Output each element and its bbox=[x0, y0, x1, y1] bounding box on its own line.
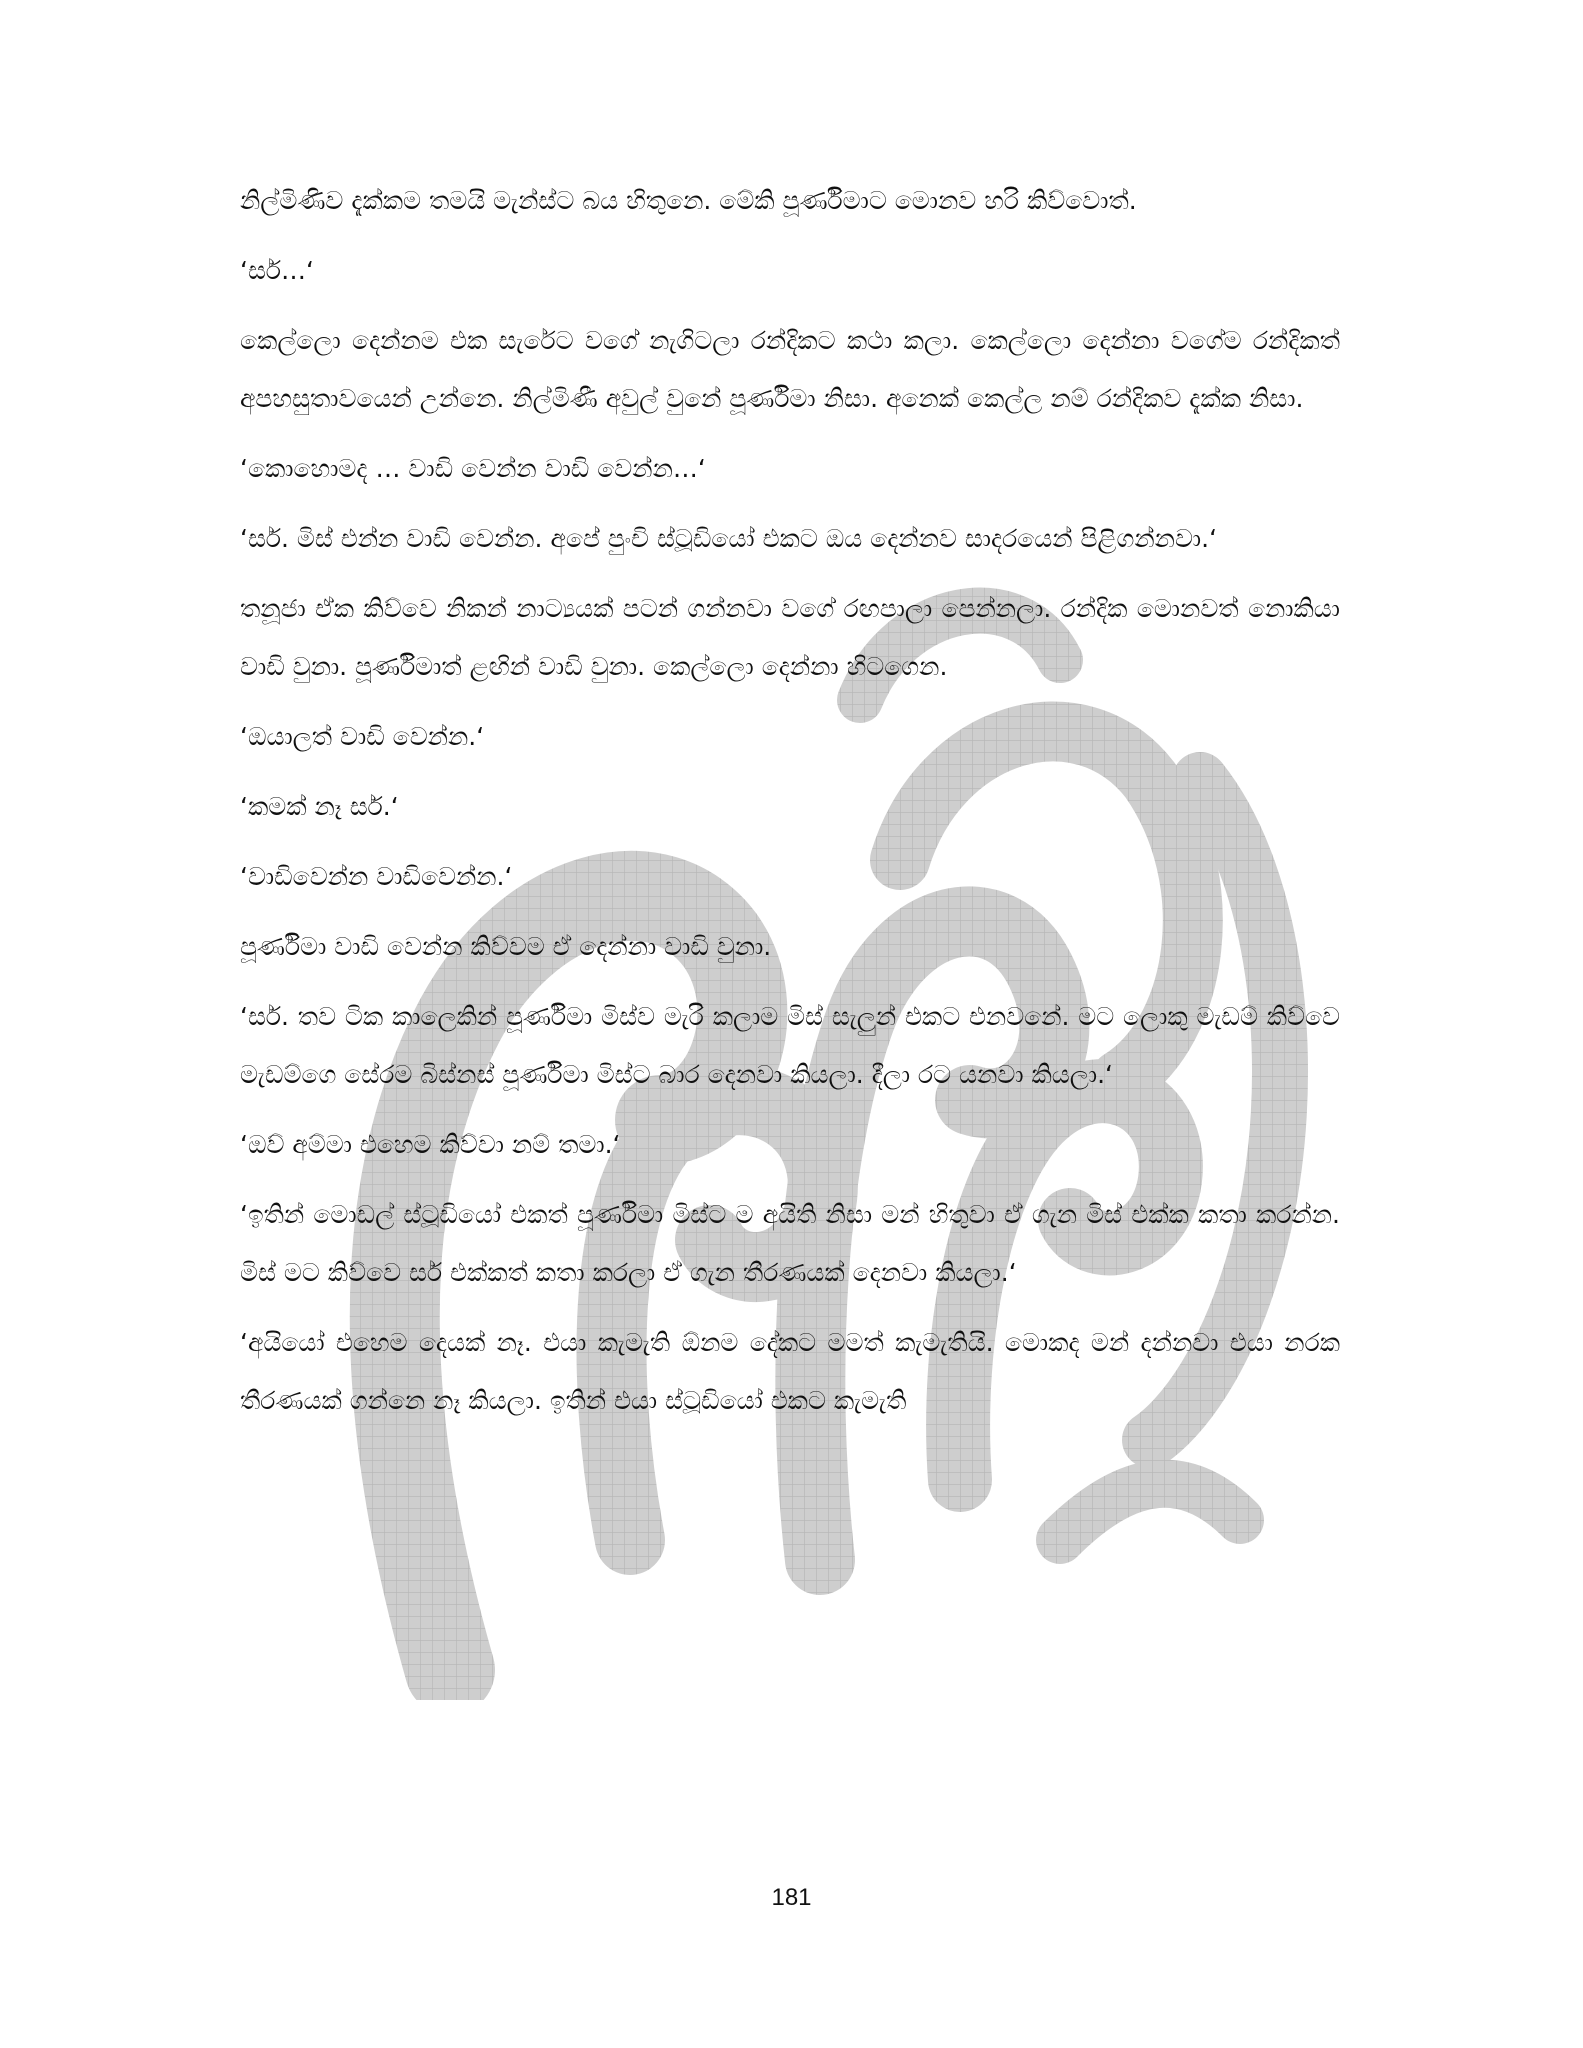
paragraph: කෙල්ලො දෙන්නම එක සැරේට වගේ නැගිටලා රන්දිකට කථා කලා. කෙල්ලො දෙන්නා වගේම රන්දිකත් අපහසුතාවයෙන් උන්නෙ. නිල්මිණී අවුල් වුනේ පූර්ණිමා නිසා. අනෙක් කෙල්ල නම් රන්දිකව දැක්ක නිසා. bbox=[240, 326, 1340, 413]
paragraph: ‘ඔයාලත් වාඩි වෙන්න.‘ bbox=[240, 722, 485, 751]
paragraph: ‘ඔව් අම්මා එහෙම කිව්වා නම් තමා.‘ bbox=[240, 1130, 621, 1159]
paragraph: පූර්ණිමා වාඩි වෙන්න කිව්වම ඒ දෙන්නා වාඩි වුනා. bbox=[240, 932, 772, 961]
paragraph: ‘වාඩිවෙන්න වාඩිවෙන්න.‘ bbox=[240, 862, 513, 891]
body-text bbox=[240, 172, 1340, 1430]
paragraph: ‘සර්…‘ bbox=[240, 256, 314, 285]
paragraph: නිල්මිණිව දැක්කම තමයි මැන්ස්ට බය හිතුනෙ. මේකි පූර්ණිමාට මොනව හරි කිව්වොත්. bbox=[240, 186, 1137, 215]
paragraph: ‘සර්. තව ටික කාලෙකින් පූර්ණිමා මිස්ව මැරි කලාම මිස් සැලුන් එකට එනවනේ. මට ලොකු මැඩම් කිව්වෙ මැඩම්ගෙ සේරම බිස්නස් පූර්ණිමා මිස්ට බාර දෙනවා කියලා. දීලා රට යනවා කියලා.‘ bbox=[240, 1002, 1340, 1089]
paragraph: ‘ඉතින් මොඩල් ස්ටූඩියෝ එකත් පූර්ණිමා මිස්ට ම අයිති නිසා මන් හිතුවා ඒ ගැන මිස් එක්ක කතා කරන්න. මිස් මට කිව්වෙ සර් එක්කත් කතා කරලා ඒ ගැන තීරණයක් දෙනවා කියලා.‘ bbox=[240, 1200, 1340, 1287]
page-number: 181 bbox=[771, 1884, 812, 1911]
paragraph: ‘සර්. මිස් එන්න වාඩි වෙන්න. අපේ පුංචි ස්ටූඩියෝ එකට ඔය දෙන්නව සාදරයෙන් පිළිගන්නවා.‘ bbox=[240, 524, 1218, 553]
paragraph: තනූජා ඒක කිව්වෙ නිකන් නාට්‍යයක් පටන් ගන්නවා වගේ රඟපාලා පෙන්නලා. රන්දික මොනවත් නොකියා වාඩි වුනා. පූර්ණිමාත් ළඟින් වාඩි වුනා. කෙල්ලො දෙන්නා හිටගෙන. bbox=[240, 594, 1340, 681]
paragraph: ‘අයියෝ එහෙම දෙයක් නෑ. එයා කැමැති ඕනම දේකට මමත් කැමැතියි. මොකද මන් දන්නවා එයා නරක තීරණයක් ගන්නෙ නෑ කියලා. ඉතින් එයා ස්ටූඩියෝ එකට කැමැති bbox=[240, 1328, 1340, 1415]
paragraph: ‘කොහොමද … වාඩි වෙන්න වාඩි වෙන්න…‘ bbox=[240, 454, 706, 483]
paragraph: ‘කමක් නෑ සර්.‘ bbox=[240, 792, 399, 821]
